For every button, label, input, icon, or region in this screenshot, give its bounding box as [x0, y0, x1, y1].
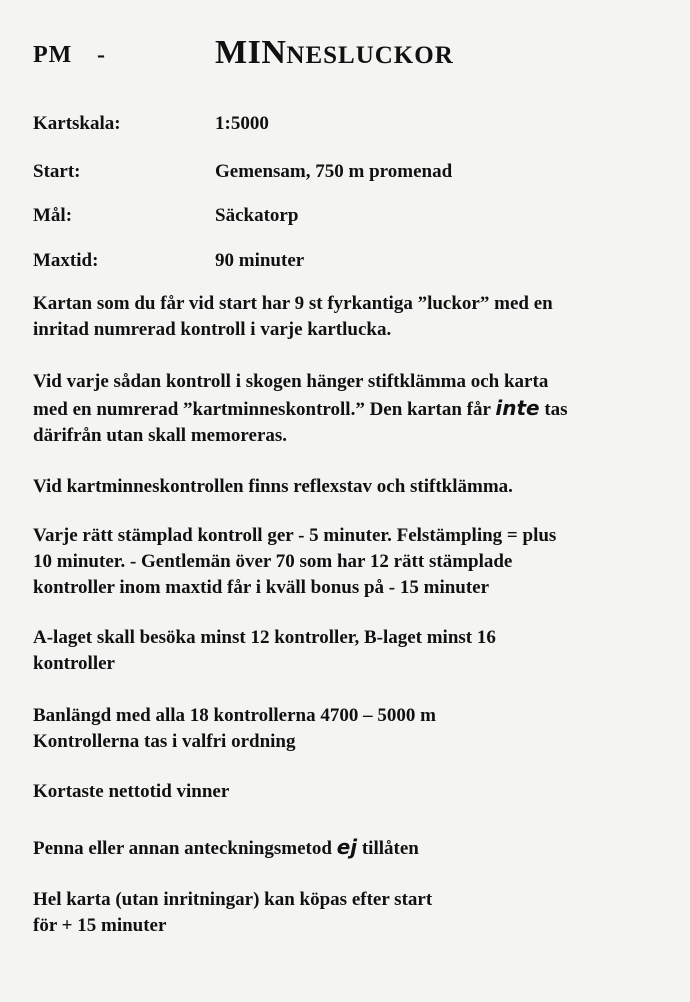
emphasis-text: inte [495, 396, 540, 420]
text-line: Kontrollerna tas i valfri ordning [33, 731, 296, 752]
info-label: Start: [33, 161, 81, 182]
text-line: kontroller inom maxtid får i kväll bonus på - 15 minuter [33, 577, 490, 598]
text-segment: tas [539, 399, 568, 420]
page-title-small: NESLUCKOR [286, 42, 454, 69]
header [33, 34, 653, 74]
paragraph-teams [33, 625, 663, 677]
paragraph-winner [33, 779, 663, 805]
info-row-kartskala [33, 113, 633, 137]
text-segment: Penna eller annan anteckningsmetod [33, 838, 337, 859]
emphasis-text: ej [336, 835, 358, 859]
paragraph-course-length [33, 703, 663, 755]
text-line [33, 834, 663, 862]
info-row-start [33, 161, 633, 185]
info-row-maxtid [33, 250, 633, 274]
text-line: Vid kartminneskontrollen finns reflexstav och stiftklämma. [33, 476, 513, 497]
paragraph-no-pen [33, 834, 663, 862]
text-line: A-laget skall besöka minst 12 kontroller, B-laget minst 16 [33, 627, 496, 648]
text-line: Banlängd med alla 18 kontrollerna 4700 – 5000 m [33, 705, 436, 726]
text-line: Kartan som du får vid start har 9 st fyrkantiga ”luckor” med en [33, 293, 553, 314]
text-line: Hel karta (utan inritningar) kan köpas efter start [33, 889, 433, 910]
text-line: därifrån utan skall memoreras. [33, 425, 288, 446]
text-line [33, 395, 663, 423]
info-label: Mål: [33, 205, 73, 226]
text-line: Varje rätt stämplad kontroll ger - 5 minuter. Felstämpling = plus [33, 525, 557, 546]
text-segment: tillåten [357, 838, 419, 859]
text-line: för + 15 minuter [33, 915, 167, 936]
paragraph-reflex-pole [33, 474, 663, 500]
paragraph-scoring [33, 523, 663, 601]
text-segment: med en numrerad ”kartminneskontroll.” Den kartan får [33, 399, 496, 420]
header-prefix: PM [33, 42, 73, 68]
paragraph-full-map [33, 887, 663, 939]
text-line: inritad numrerad kontroll i varje kartlucka. [33, 319, 392, 340]
info-row-mal [33, 205, 633, 229]
page-title-big: MIN [215, 34, 287, 71]
info-value: Gemensam, 750 m promenad [215, 161, 453, 182]
info-value: 1:5000 [215, 113, 269, 134]
text-line: 10 minuter. - Gentlemän över 70 som har 12 rätt stämplade [33, 551, 513, 572]
info-value: 90 minuter [215, 250, 305, 271]
header-dash: - [97, 42, 105, 68]
paragraph-map-hatches [33, 291, 663, 343]
info-label: Maxtid: [33, 250, 99, 271]
text-line: Vid varje sådan kontroll i skogen hänger stiftklämma och karta [33, 371, 549, 392]
paragraph-map-memory-control [33, 369, 663, 449]
info-value: Säckatorp [215, 205, 299, 226]
page-title [215, 34, 454, 72]
text-line: Kortaste nettotid vinner [33, 781, 230, 802]
text-line: kontroller [33, 653, 115, 674]
info-label: Kartskala: [33, 113, 121, 134]
